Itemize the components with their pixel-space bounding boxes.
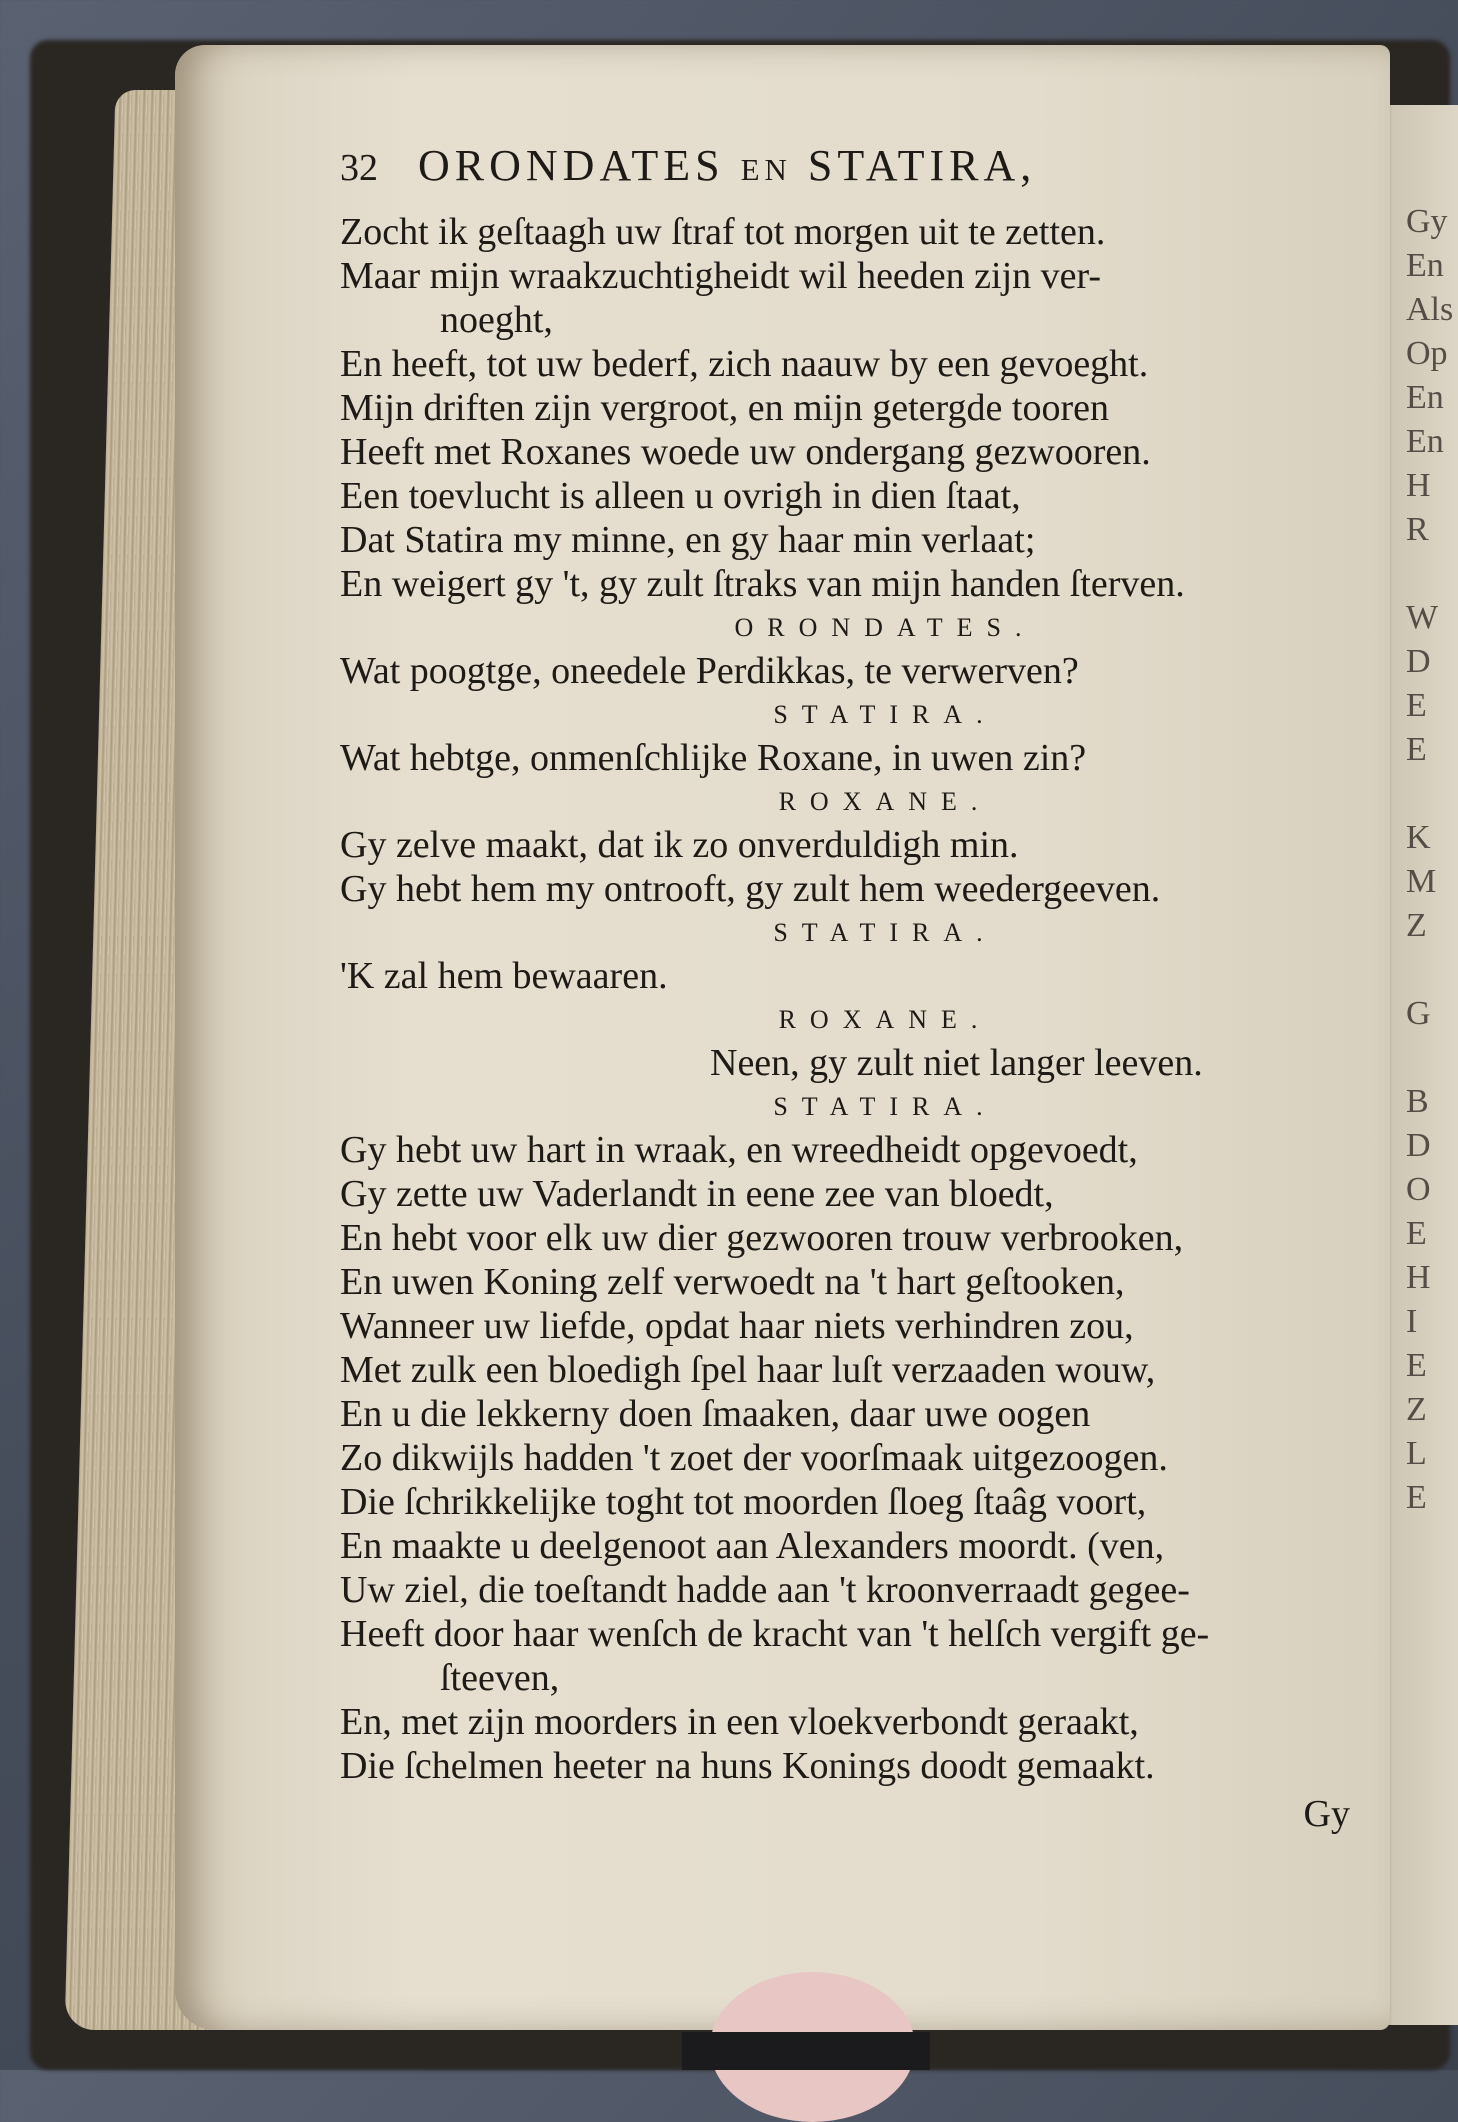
verse-line: Gy hebt hem my ontrooft, gy zult hem weedergeeven.: [340, 868, 1161, 910]
verse-line: En, met zijn moorders in een vloekverbondt geraakt,: [340, 1701, 1139, 1743]
verse-line: Zo dikwijls hadden 't zoet der voorſmaak uitgezoogen.: [340, 1437, 1168, 1479]
verse-block: [340, 210, 1360, 1788]
verse-line: En hebt voor elk uw dier gezwooren trouw verbrooken,: [340, 1217, 1184, 1259]
speaker-heading: STATIRA.: [773, 700, 997, 729]
facing-page: [1378, 105, 1458, 2025]
verse-line: Gy zelve maakt, dat ik zo onverduldigh min.: [340, 824, 1019, 866]
speaker-heading: ORONDATES.: [734, 613, 1036, 642]
verse-line: 'K zal hem bewaaren.: [340, 955, 668, 997]
page-number: 32: [340, 147, 378, 189]
verse-line: Die ſchrikkelijke toght tot moorden ſloeg ſtaâg voort,: [340, 1481, 1147, 1523]
speaker-heading: STATIRA.: [773, 1092, 997, 1121]
verse-line: Wat poogtge, oneedele Perdikkas, te verwerven?: [340, 650, 1079, 692]
verse-line: En u die lekkerny doen ſmaaken, daar uwe oogen: [340, 1393, 1091, 1435]
speaker-heading: ROXANE.: [778, 787, 992, 816]
verse-line: Neen, gy zult niet langer leeven.: [710, 1042, 1203, 1084]
speaker-heading: ROXANE.: [778, 1005, 992, 1034]
verse-line: Wat hebtge, onmenſchlijke Roxane, in uwen zin?: [340, 737, 1087, 779]
facing-page-text: Gy En Als Op En En H R W D E E K M Z G B D O E H I E Z L E: [1406, 203, 1454, 1516]
verse-line: ſteeven,: [440, 1657, 560, 1699]
verse-line: En uwen Koning zelf verwoedt na 't hart geſtooken,: [340, 1261, 1125, 1303]
verse-line: En heeft, tot uw bederf, zich naauw by een gevoeght.: [340, 343, 1149, 385]
verse-line: Met zulk een bloedigh ſpel haar luſt verzaaden wouw,: [340, 1349, 1156, 1391]
catchword: Gy: [1303, 1793, 1350, 1835]
speaker-heading: STATIRA.: [773, 918, 997, 947]
verse-line: Wanneer uw liefde, opdat haar niets verhindren zou,: [340, 1305, 1134, 1347]
verse-line: Mijn driften zijn vergroot, en mijn getergde tooren: [340, 387, 1109, 429]
verse-line: Gy hebt uw hart in wraak, en wreedheidt opgevoedt,: [340, 1129, 1138, 1171]
verse-line: En maakte u deelgenoot aan Alexanders moordt. (ven,: [340, 1525, 1165, 1567]
verse-line: En weigert gy 't, gy zult ſtraks van mijn handen ſterven.: [340, 563, 1185, 605]
verse-line: noeght,: [440, 299, 553, 341]
verse-line: Uw ziel, die toeſtandt hadde aan 't kroonverraadt gegee-: [340, 1569, 1190, 1611]
running-title: ORONDATES en STATIRA,: [418, 141, 1037, 190]
verse-line: Heeft door haar wenſch de kracht van 't helſch vergift ge-: [340, 1613, 1210, 1655]
verse-line: Dat Statira my minne, en gy haar min verlaat;: [340, 519, 1036, 561]
verse-line: Zocht ik geſtaagh uw ſtraf tot morgen uit te zetten.: [340, 211, 1106, 253]
page-header: [340, 140, 1360, 210]
verse-line: Heeft met Roxanes woede uw ondergang gezwooren.: [340, 431, 1151, 473]
dark-bar: [682, 2032, 930, 2070]
verse-line: Maar mijn wraakzuchtigheidt wil heeden zijn ver-: [340, 255, 1102, 297]
verse-line: Een toevlucht is alleen u ovrigh in dien ſtaat,: [340, 475, 1021, 517]
verse-line: Gy zette uw Vaderlandt in eene zee van bloedt,: [340, 1173, 1054, 1215]
page-content: [340, 140, 1360, 1836]
verse-line: Die ſchelmen heeter na huns Konings doodt gemaakt.: [340, 1745, 1155, 1787]
